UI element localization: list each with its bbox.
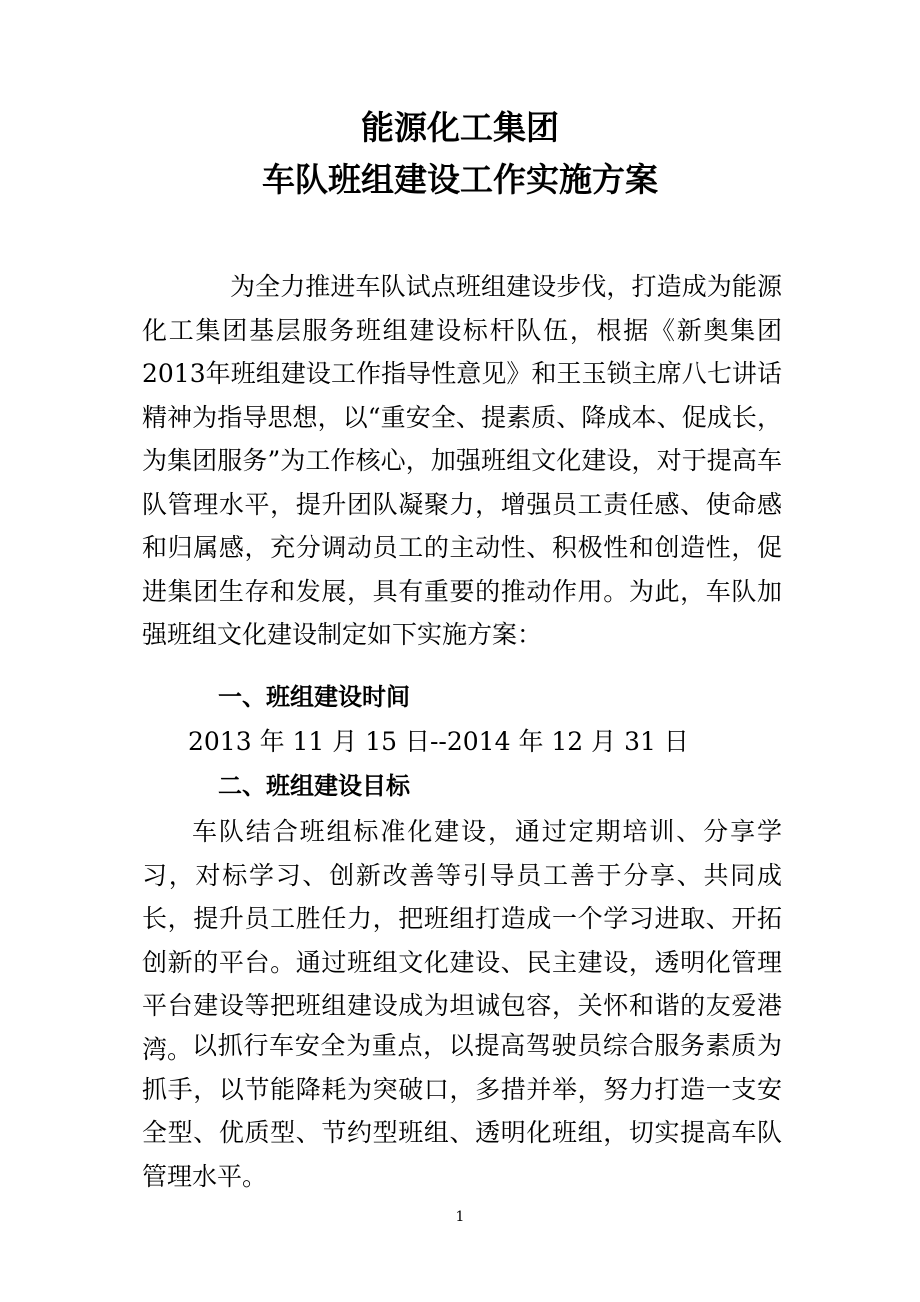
section1-date-range: 2013 年 11 月 15 日--2014 年 12 月 31 日 bbox=[188, 727, 689, 756]
intro-text: 为全力推进车队试点班组建设步伐，打造成为能源化工集团基层服务班组建设标杆队伍，根据《新奥集团2013年班组建设工作指导性意见》和王玉锁主席八七讲话精神为指导思想，以“重安全、提素质、降成本、促成长，为集团服务”为工作核心，加强班组文化建设，对于提高车队管理水平，提升团队凝聚力，增强员工责任感、使命感和归属感，充分调动员工的主动性、积极性和创造性，促进集团生存和发展，具有重要的推动作用。为此，车队加强班组文化建设制定如下实施方案： bbox=[142, 272, 782, 649]
section2-para1-text: 车队结合班组标准化建设，通过定期培训、分享学习，对标学习、创新改善等引导员工善于分享、共同成长，提升员工胜任力，把班组打造成一个学习进取、开拓创新的平台。通过班组文化建设、民主建设，透明化管理平台建设等把班组建设成为坦诚包容，关怀和谐的友爱港湾。 bbox=[142, 817, 782, 1064]
section2-paragraph-2 bbox=[142, 1024, 782, 1198]
page-number: 1 bbox=[455, 1209, 465, 1225]
section2-heading: 二、班组建设目标 bbox=[218, 772, 410, 800]
document-title-line2: 车队班组建设工作实施方案 bbox=[262, 160, 658, 199]
section2-para2-text: 以抓行车安全为重点，以提高驾驶员综合服务素质为抓手，以节能降耗为突破口，多措并举，努力打造一支安全型、优质型、节约型班组、透明化班组，切实提高车队管理水平。 bbox=[142, 1031, 782, 1191]
section1-heading: 一、班组建设时间 bbox=[218, 683, 410, 711]
document-title-line1: 能源化工集团 bbox=[361, 108, 559, 147]
intro-paragraph bbox=[142, 265, 782, 657]
